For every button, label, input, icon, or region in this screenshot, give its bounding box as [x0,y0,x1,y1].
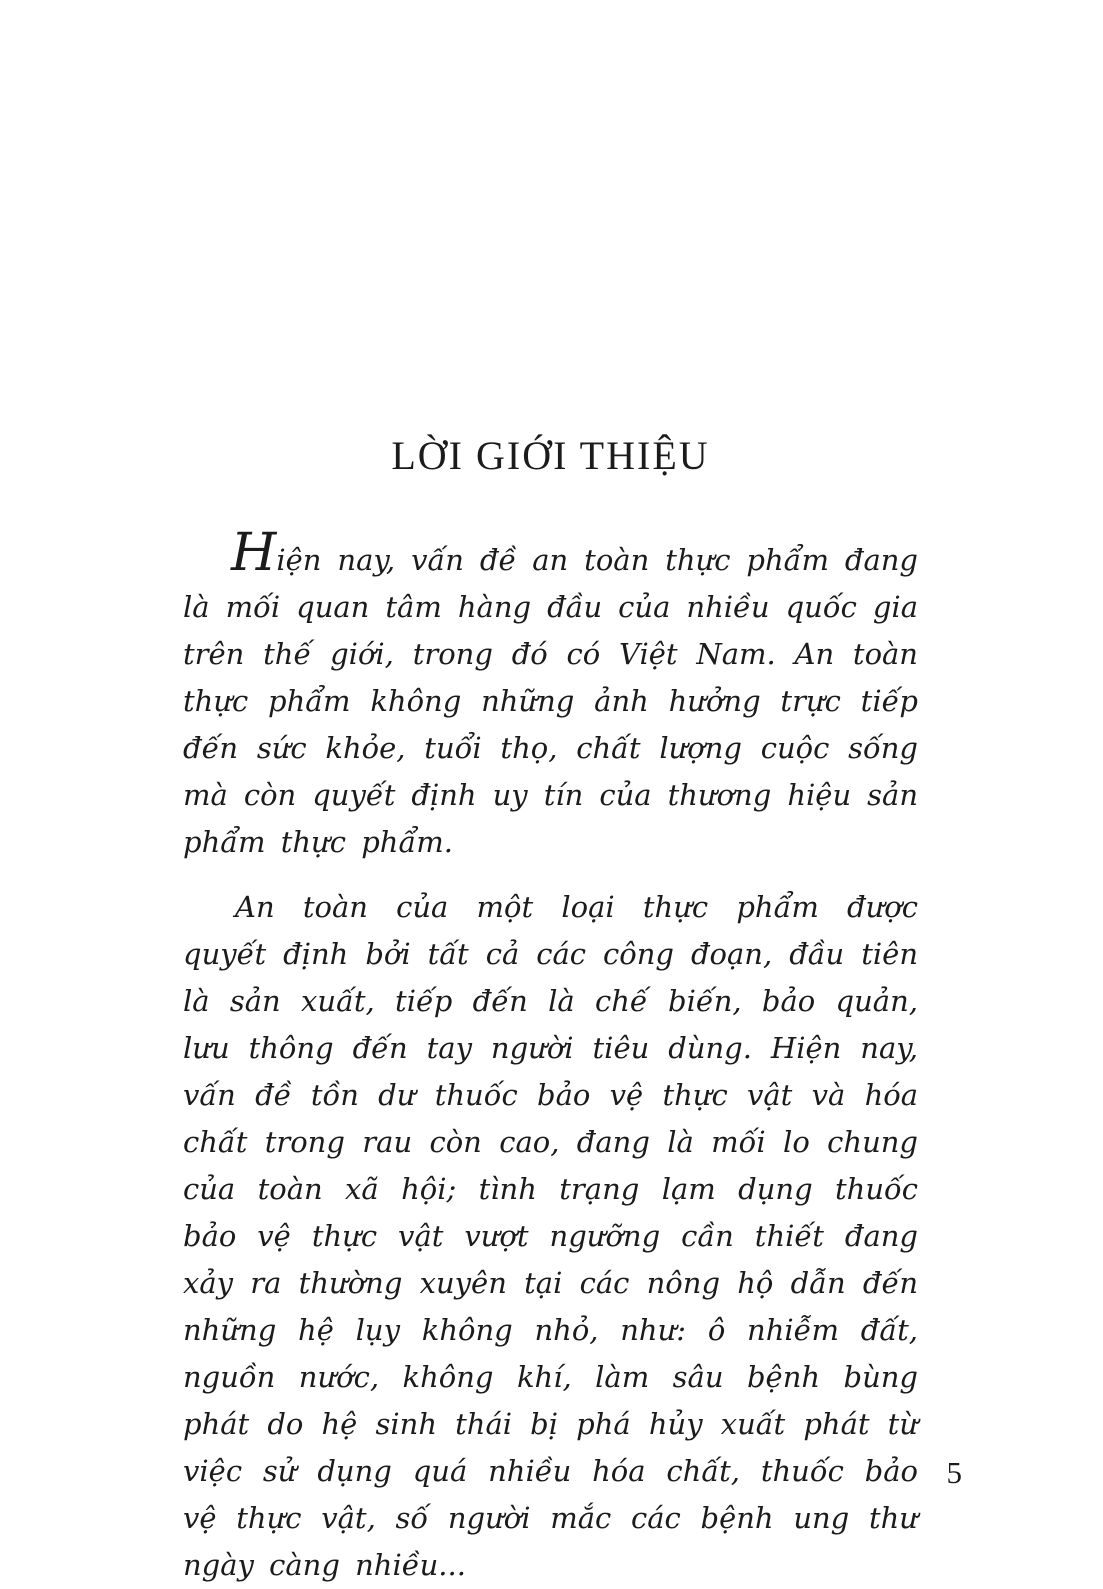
page-number: 5 [946,1455,962,1490]
paragraph-intro [183,523,918,866]
paragraph-food-safety: An toàn của một loại thực phẩm được quyết định bởi tất cả các công đoạn, đầu tiên là sản xuất, tiếp đến là chế biến, bảo quản, lưu thông đến tay người tiêu dùng. Hiện nay, vấn đề tồn dư thuốc bảo vệ thực vật và hóa chất trong rau còn cao, đang là mối lo chung của toàn xã hội; tình trạng lạm dụng thuốc bảo vệ thực vật vượt ngưỡng cần thiết đang xảy ra thường xuyên tại các nông hộ dẫn đến những hệ lụy không nhỏ, như: ô nhiễm đất, nguồn nước, không khí, làm sâu bệnh bùng phát do hệ sinh thái bị phá hủy xuất phát từ việc sử dụng quá nhiều hóa chất, thuốc bảo vệ thực vật, số người mắc các bệnh ung thư ngày càng nhiều... [183,890,918,1582]
paragraph-intro-text: iện nay, vấn đề an toàn thực phẩm đang là mối quan tâm hàng đầu của nhiều quốc gia trên thế giới, trong đó có Việt Nam. An toàn thực phẩm không những ảnh hưởng trực tiếp đến sức khỏe, tuổi thọ, chất lượng cuộc sống mà còn quyết định uy tín của thương hiệu sản phẩm thực phẩm. [183,543,918,859]
book-page-content [183,0,918,1589]
drop-initial-letter: H [231,523,277,583]
page-title: LỜI GIỚI THIỆU [391,433,710,478]
